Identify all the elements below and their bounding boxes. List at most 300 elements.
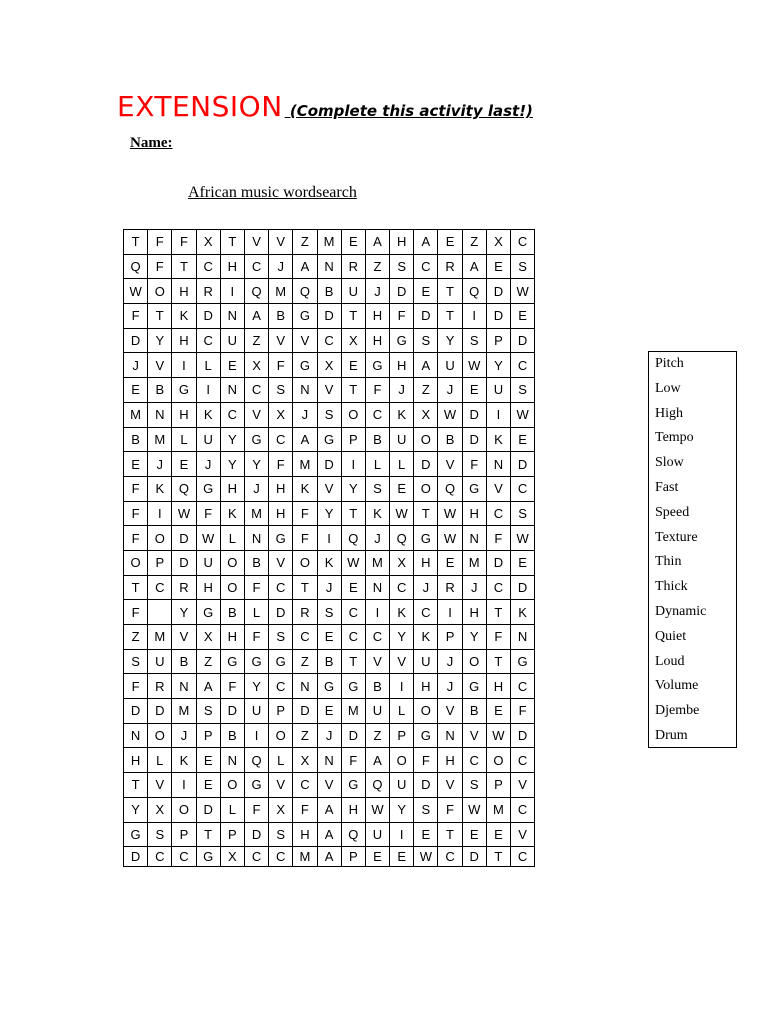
- grid-cell: I: [365, 600, 389, 625]
- grid-cell: V: [511, 822, 535, 847]
- grid-cell: J: [148, 452, 172, 477]
- grid-cell: C: [148, 575, 172, 600]
- grid-cell: T: [486, 649, 510, 674]
- word-list-item: Slow: [655, 455, 684, 471]
- word-list-item: Drum: [655, 727, 688, 743]
- grid-cell: O: [269, 723, 293, 748]
- grid-row: [124, 304, 535, 329]
- grid-cell: M: [148, 625, 172, 650]
- grid-cell: K: [511, 600, 535, 625]
- grid-cell: U: [390, 427, 414, 452]
- grid-cell: J: [438, 674, 462, 699]
- grid-cell: D: [341, 723, 365, 748]
- grid-cell: V: [390, 649, 414, 674]
- grid-cell: E: [341, 575, 365, 600]
- grid-cell: V: [317, 378, 341, 403]
- grid-cell: N: [462, 526, 486, 551]
- grid-row: [124, 773, 535, 798]
- grid-cell: C: [341, 625, 365, 650]
- grid-cell: Q: [244, 748, 268, 773]
- grid-cell: E: [486, 699, 510, 724]
- grid-cell: S: [511, 254, 535, 279]
- grid-cell: C: [511, 353, 535, 378]
- grid-cell: O: [148, 526, 172, 551]
- grid-cell: F: [269, 452, 293, 477]
- grid-cell: A: [293, 427, 317, 452]
- grid-cell: K: [390, 402, 414, 427]
- grid-row: [124, 501, 535, 526]
- grid-cell: R: [438, 254, 462, 279]
- grid-row: [124, 254, 535, 279]
- grid-cell: P: [196, 723, 220, 748]
- grid-cell: M: [486, 797, 510, 822]
- grid-cell: J: [293, 402, 317, 427]
- grid-cell: W: [365, 797, 389, 822]
- grid-cell: G: [317, 674, 341, 699]
- grid-cell: X: [148, 797, 172, 822]
- word-list: [648, 351, 737, 748]
- grid-cell: A: [414, 230, 438, 255]
- grid-cell: F: [293, 501, 317, 526]
- grid-cell: Z: [293, 649, 317, 674]
- grid-cell: N: [317, 254, 341, 279]
- grid-cell: L: [365, 452, 389, 477]
- grid-cell: D: [511, 452, 535, 477]
- grid-cell: I: [196, 378, 220, 403]
- grid-cell: O: [486, 748, 510, 773]
- grid-cell: D: [462, 427, 486, 452]
- grid-cell: W: [511, 279, 535, 304]
- grid-cell: K: [414, 625, 438, 650]
- grid-cell: A: [462, 254, 486, 279]
- grid-cell: F: [244, 575, 268, 600]
- grid-cell: C: [196, 254, 220, 279]
- grid-cell: M: [462, 550, 486, 575]
- grid-cell: Z: [462, 230, 486, 255]
- grid-cell: G: [124, 822, 148, 847]
- grid-cell: H: [269, 476, 293, 501]
- grid-cell: F: [269, 353, 293, 378]
- grid-cell: D: [196, 797, 220, 822]
- grid-cell: G: [293, 353, 317, 378]
- word-list-item: Pitch: [655, 356, 684, 371]
- grid-cell: N: [486, 452, 510, 477]
- grid-cell: X: [220, 847, 244, 867]
- grid-cell: D: [269, 600, 293, 625]
- grid-cell: O: [390, 748, 414, 773]
- grid-cell: C: [462, 748, 486, 773]
- grid-cell: J: [172, 723, 196, 748]
- grid-cell: F: [148, 254, 172, 279]
- grid-row: [124, 452, 535, 477]
- grid-cell: K: [390, 600, 414, 625]
- grid-cell: J: [244, 476, 268, 501]
- grid-cell: Y: [341, 476, 365, 501]
- grid-cell: C: [390, 575, 414, 600]
- grid-cell: E: [511, 427, 535, 452]
- grid-cell: H: [341, 797, 365, 822]
- grid-cell: F: [390, 304, 414, 329]
- grid-cell: X: [269, 402, 293, 427]
- grid-cell: S: [462, 328, 486, 353]
- grid-cell: E: [317, 625, 341, 650]
- grid-row: [124, 699, 535, 724]
- grid-cell: E: [365, 847, 389, 867]
- grid-cell: C: [414, 600, 438, 625]
- grid-cell: B: [462, 699, 486, 724]
- grid-cell: B: [220, 600, 244, 625]
- grid-cell: F: [172, 230, 196, 255]
- grid-cell: A: [365, 748, 389, 773]
- grid-cell: N: [220, 378, 244, 403]
- grid-cell: F: [462, 452, 486, 477]
- wordsearch-grid: [123, 229, 535, 867]
- grid-row: [124, 476, 535, 501]
- grid-cell: N: [438, 723, 462, 748]
- grid-cell: O: [414, 699, 438, 724]
- grid-cell: E: [172, 452, 196, 477]
- grid-cell: B: [438, 427, 462, 452]
- grid-cell: I: [317, 526, 341, 551]
- grid-cell: O: [293, 550, 317, 575]
- grid-cell: S: [511, 378, 535, 403]
- grid-cell: C: [269, 674, 293, 699]
- grid-cell: Q: [390, 526, 414, 551]
- grid-cell: A: [293, 254, 317, 279]
- grid-cell: F: [414, 748, 438, 773]
- grid-cell: G: [244, 649, 268, 674]
- grid-cell: S: [317, 600, 341, 625]
- grid-cell: C: [511, 847, 535, 867]
- word-list-item: Low: [655, 380, 681, 396]
- grid-cell: H: [414, 674, 438, 699]
- grid-cell: D: [124, 328, 148, 353]
- grid-cell: V: [172, 625, 196, 650]
- grid-cell: Z: [124, 625, 148, 650]
- grid-cell: F: [244, 797, 268, 822]
- grid-cell: Y: [220, 452, 244, 477]
- grid-cell: G: [341, 773, 365, 798]
- grid-cell: E: [414, 822, 438, 847]
- grid-cell: Z: [293, 230, 317, 255]
- grid-cell: T: [341, 304, 365, 329]
- grid-row: [124, 353, 535, 378]
- grid-cell: V: [244, 402, 268, 427]
- grid-row: [124, 402, 535, 427]
- grid-cell: T: [414, 501, 438, 526]
- grid-cell: V: [269, 328, 293, 353]
- grid-cell: W: [438, 402, 462, 427]
- grid-cell: B: [220, 723, 244, 748]
- grid-cell: S: [414, 797, 438, 822]
- grid-cell: V: [293, 328, 317, 353]
- grid-cell: V: [317, 476, 341, 501]
- grid-cell: O: [220, 575, 244, 600]
- grid-cell: B: [365, 427, 389, 452]
- grid-cell: N: [148, 402, 172, 427]
- grid-row: [124, 279, 535, 304]
- grid-cell: V: [317, 773, 341, 798]
- grid-cell: B: [244, 550, 268, 575]
- name-label: Name:: [130, 135, 173, 151]
- grid-cell: D: [462, 402, 486, 427]
- grid-cell: U: [148, 649, 172, 674]
- grid-cell: N: [172, 674, 196, 699]
- grid-cell: G: [196, 600, 220, 625]
- grid-cell: S: [196, 699, 220, 724]
- grid-cell: I: [220, 279, 244, 304]
- grid-cell: M: [317, 230, 341, 255]
- grid-cell: G: [293, 304, 317, 329]
- grid-cell: W: [511, 526, 535, 551]
- grid-cell: F: [293, 797, 317, 822]
- grid-cell: P: [220, 822, 244, 847]
- grid-cell: Q: [365, 773, 389, 798]
- grid-cell: D: [317, 452, 341, 477]
- grid-cell: A: [317, 797, 341, 822]
- grid-cell: E: [414, 279, 438, 304]
- grid-cell: L: [220, 797, 244, 822]
- grid-cell: U: [196, 427, 220, 452]
- grid-cell: T: [438, 304, 462, 329]
- grid-cell: P: [341, 427, 365, 452]
- grid-cell: C: [438, 847, 462, 867]
- word-list-item: Thick: [655, 579, 688, 595]
- grid-cell: D: [486, 550, 510, 575]
- grid-row: [124, 674, 535, 699]
- grid-cell: U: [486, 378, 510, 403]
- grid-cell: V: [269, 773, 293, 798]
- grid-cell: K: [196, 402, 220, 427]
- grid-cell: C: [196, 328, 220, 353]
- grid-cell: V: [269, 550, 293, 575]
- grid-cell: C: [365, 402, 389, 427]
- grid-cell: Q: [341, 526, 365, 551]
- grid-cell: M: [293, 452, 317, 477]
- grid-cell: U: [390, 773, 414, 798]
- grid-cell: D: [220, 699, 244, 724]
- grid-cell: G: [511, 649, 535, 674]
- grid-cell: H: [124, 748, 148, 773]
- grid-cell: Q: [293, 279, 317, 304]
- activity-instruction: (Complete this activity last!): [284, 102, 533, 120]
- grid-cell: C: [269, 575, 293, 600]
- grid-cell: T: [486, 600, 510, 625]
- grid-cell: M: [269, 279, 293, 304]
- grid-cell: Y: [390, 797, 414, 822]
- grid-cell: Z: [244, 328, 268, 353]
- grid-cell: F: [220, 674, 244, 699]
- grid-cell: C: [148, 847, 172, 867]
- grid-cell: Q: [244, 279, 268, 304]
- grid-cell: T: [438, 822, 462, 847]
- grid-cell: I: [390, 674, 414, 699]
- grid-cell: I: [486, 402, 510, 427]
- grid-cell: T: [172, 254, 196, 279]
- grid-cell: H: [196, 575, 220, 600]
- grid-row: [124, 378, 535, 403]
- grid-cell: N: [317, 748, 341, 773]
- grid-cell: U: [196, 550, 220, 575]
- grid-cell: M: [172, 699, 196, 724]
- grid-cell: E: [341, 230, 365, 255]
- grid-cell: F: [124, 501, 148, 526]
- grid-cell: F: [124, 674, 148, 699]
- grid-cell: W: [462, 797, 486, 822]
- grid-cell: E: [462, 822, 486, 847]
- grid-row: [124, 847, 535, 867]
- grid-cell: U: [414, 649, 438, 674]
- grid-cell: O: [414, 476, 438, 501]
- grid-cell: R: [293, 600, 317, 625]
- grid-cell: K: [172, 304, 196, 329]
- grid-cell: I: [244, 723, 268, 748]
- grid-cell: D: [172, 550, 196, 575]
- grid-cell: G: [390, 328, 414, 353]
- grid-cell: C: [244, 254, 268, 279]
- grid-cell: T: [341, 649, 365, 674]
- grid-cell: J: [365, 526, 389, 551]
- grid-cell: B: [365, 674, 389, 699]
- grid-cell: D: [124, 699, 148, 724]
- grid-cell: C: [172, 847, 196, 867]
- grid-cell: E: [462, 378, 486, 403]
- grid-cell: W: [438, 526, 462, 551]
- grid-cell: N: [365, 575, 389, 600]
- word-list-item: Tempo: [655, 430, 694, 446]
- grid-cell: L: [220, 526, 244, 551]
- grid-cell: U: [341, 279, 365, 304]
- grid-cell: A: [317, 847, 341, 867]
- grid-cell: E: [486, 822, 510, 847]
- grid-cell: Q: [438, 476, 462, 501]
- grid-cell: S: [390, 254, 414, 279]
- grid-cell: V: [269, 230, 293, 255]
- grid-cell: Y: [124, 797, 148, 822]
- grid-cell: D: [293, 699, 317, 724]
- grid-cell: L: [196, 353, 220, 378]
- grid-cell: C: [486, 575, 510, 600]
- grid-cell: K: [365, 501, 389, 526]
- word-list-item: Quiet: [655, 628, 687, 644]
- grid-cell: T: [341, 378, 365, 403]
- grid-cell: G: [462, 476, 486, 501]
- grid-cell: E: [511, 550, 535, 575]
- grid-cell: T: [293, 575, 317, 600]
- grid-cell: D: [414, 773, 438, 798]
- grid-cell: G: [414, 526, 438, 551]
- grid-cell: T: [124, 773, 148, 798]
- grid-cell: F: [196, 501, 220, 526]
- grid-cell: Y: [244, 674, 268, 699]
- grid-cell: Y: [486, 353, 510, 378]
- grid-cell: K: [293, 476, 317, 501]
- word-list-item: Speed: [655, 504, 690, 520]
- grid-cell: Z: [365, 254, 389, 279]
- grid-cell: Q: [462, 279, 486, 304]
- word-list-item: Thin: [655, 554, 682, 570]
- grid-cell: H: [172, 402, 196, 427]
- grid-cell: H: [390, 230, 414, 255]
- grid-cell: N: [511, 625, 535, 650]
- grid-cell: C: [414, 254, 438, 279]
- word-list-item: Texture: [655, 529, 698, 545]
- grid-cell: T: [124, 575, 148, 600]
- grid-cell: M: [124, 402, 148, 427]
- grid-cell: E: [438, 550, 462, 575]
- grid-cell: F: [124, 476, 148, 501]
- grid-row: [124, 328, 535, 353]
- grid-cell: F: [341, 748, 365, 773]
- grid-cell: S: [269, 378, 293, 403]
- grid-cell: O: [172, 797, 196, 822]
- grid-row: [124, 822, 535, 847]
- grid-cell: C: [244, 378, 268, 403]
- grid-cell: D: [172, 526, 196, 551]
- grid-cell: G: [462, 674, 486, 699]
- grid-cell: W: [414, 847, 438, 867]
- grid-cell: B: [317, 279, 341, 304]
- grid-cell: V: [486, 476, 510, 501]
- grid-cell: D: [511, 328, 535, 353]
- grid-cell: C: [365, 625, 389, 650]
- grid-cell: C: [486, 501, 510, 526]
- grid-cell: M: [341, 699, 365, 724]
- grid-cell: E: [511, 304, 535, 329]
- grid-cell: D: [511, 723, 535, 748]
- grid-row: [124, 427, 535, 452]
- grid-cell: F: [486, 526, 510, 551]
- grid-cell: O: [148, 279, 172, 304]
- grid-cell: E: [196, 773, 220, 798]
- grid-cell: E: [341, 353, 365, 378]
- grid-cell: D: [390, 279, 414, 304]
- grid-cell: G: [196, 847, 220, 867]
- grid-cell: D: [124, 847, 148, 867]
- grid-cell: G: [341, 674, 365, 699]
- grid-row: [124, 649, 535, 674]
- grid-cell: E: [124, 378, 148, 403]
- grid-row: [124, 575, 535, 600]
- grid-cell: Z: [414, 378, 438, 403]
- grid-cell: H: [269, 501, 293, 526]
- grid-cell: X: [244, 353, 268, 378]
- grid-cell: M: [293, 847, 317, 867]
- grid-cell: Y: [148, 328, 172, 353]
- grid-cell: H: [365, 328, 389, 353]
- grid-cell: J: [414, 575, 438, 600]
- word-list-item: High: [655, 405, 683, 421]
- grid-cell: S: [511, 501, 535, 526]
- grid-cell: O: [220, 773, 244, 798]
- grid-cell: C: [511, 476, 535, 501]
- wordsearch-title: African music wordsearch: [188, 184, 357, 201]
- grid-cell: P: [148, 550, 172, 575]
- grid-cell: X: [269, 797, 293, 822]
- grid-cell: W: [124, 279, 148, 304]
- grid-cell: I: [172, 773, 196, 798]
- grid-cell: P: [269, 699, 293, 724]
- grid-cell: I: [438, 600, 462, 625]
- grid-cell: Y: [438, 328, 462, 353]
- grid-cell: S: [269, 625, 293, 650]
- grid-cell: C: [220, 402, 244, 427]
- grid-cell: O: [148, 723, 172, 748]
- grid-cell: I: [172, 353, 196, 378]
- grid-cell: W: [172, 501, 196, 526]
- title-line: [117, 90, 533, 123]
- grid-cell: X: [196, 230, 220, 255]
